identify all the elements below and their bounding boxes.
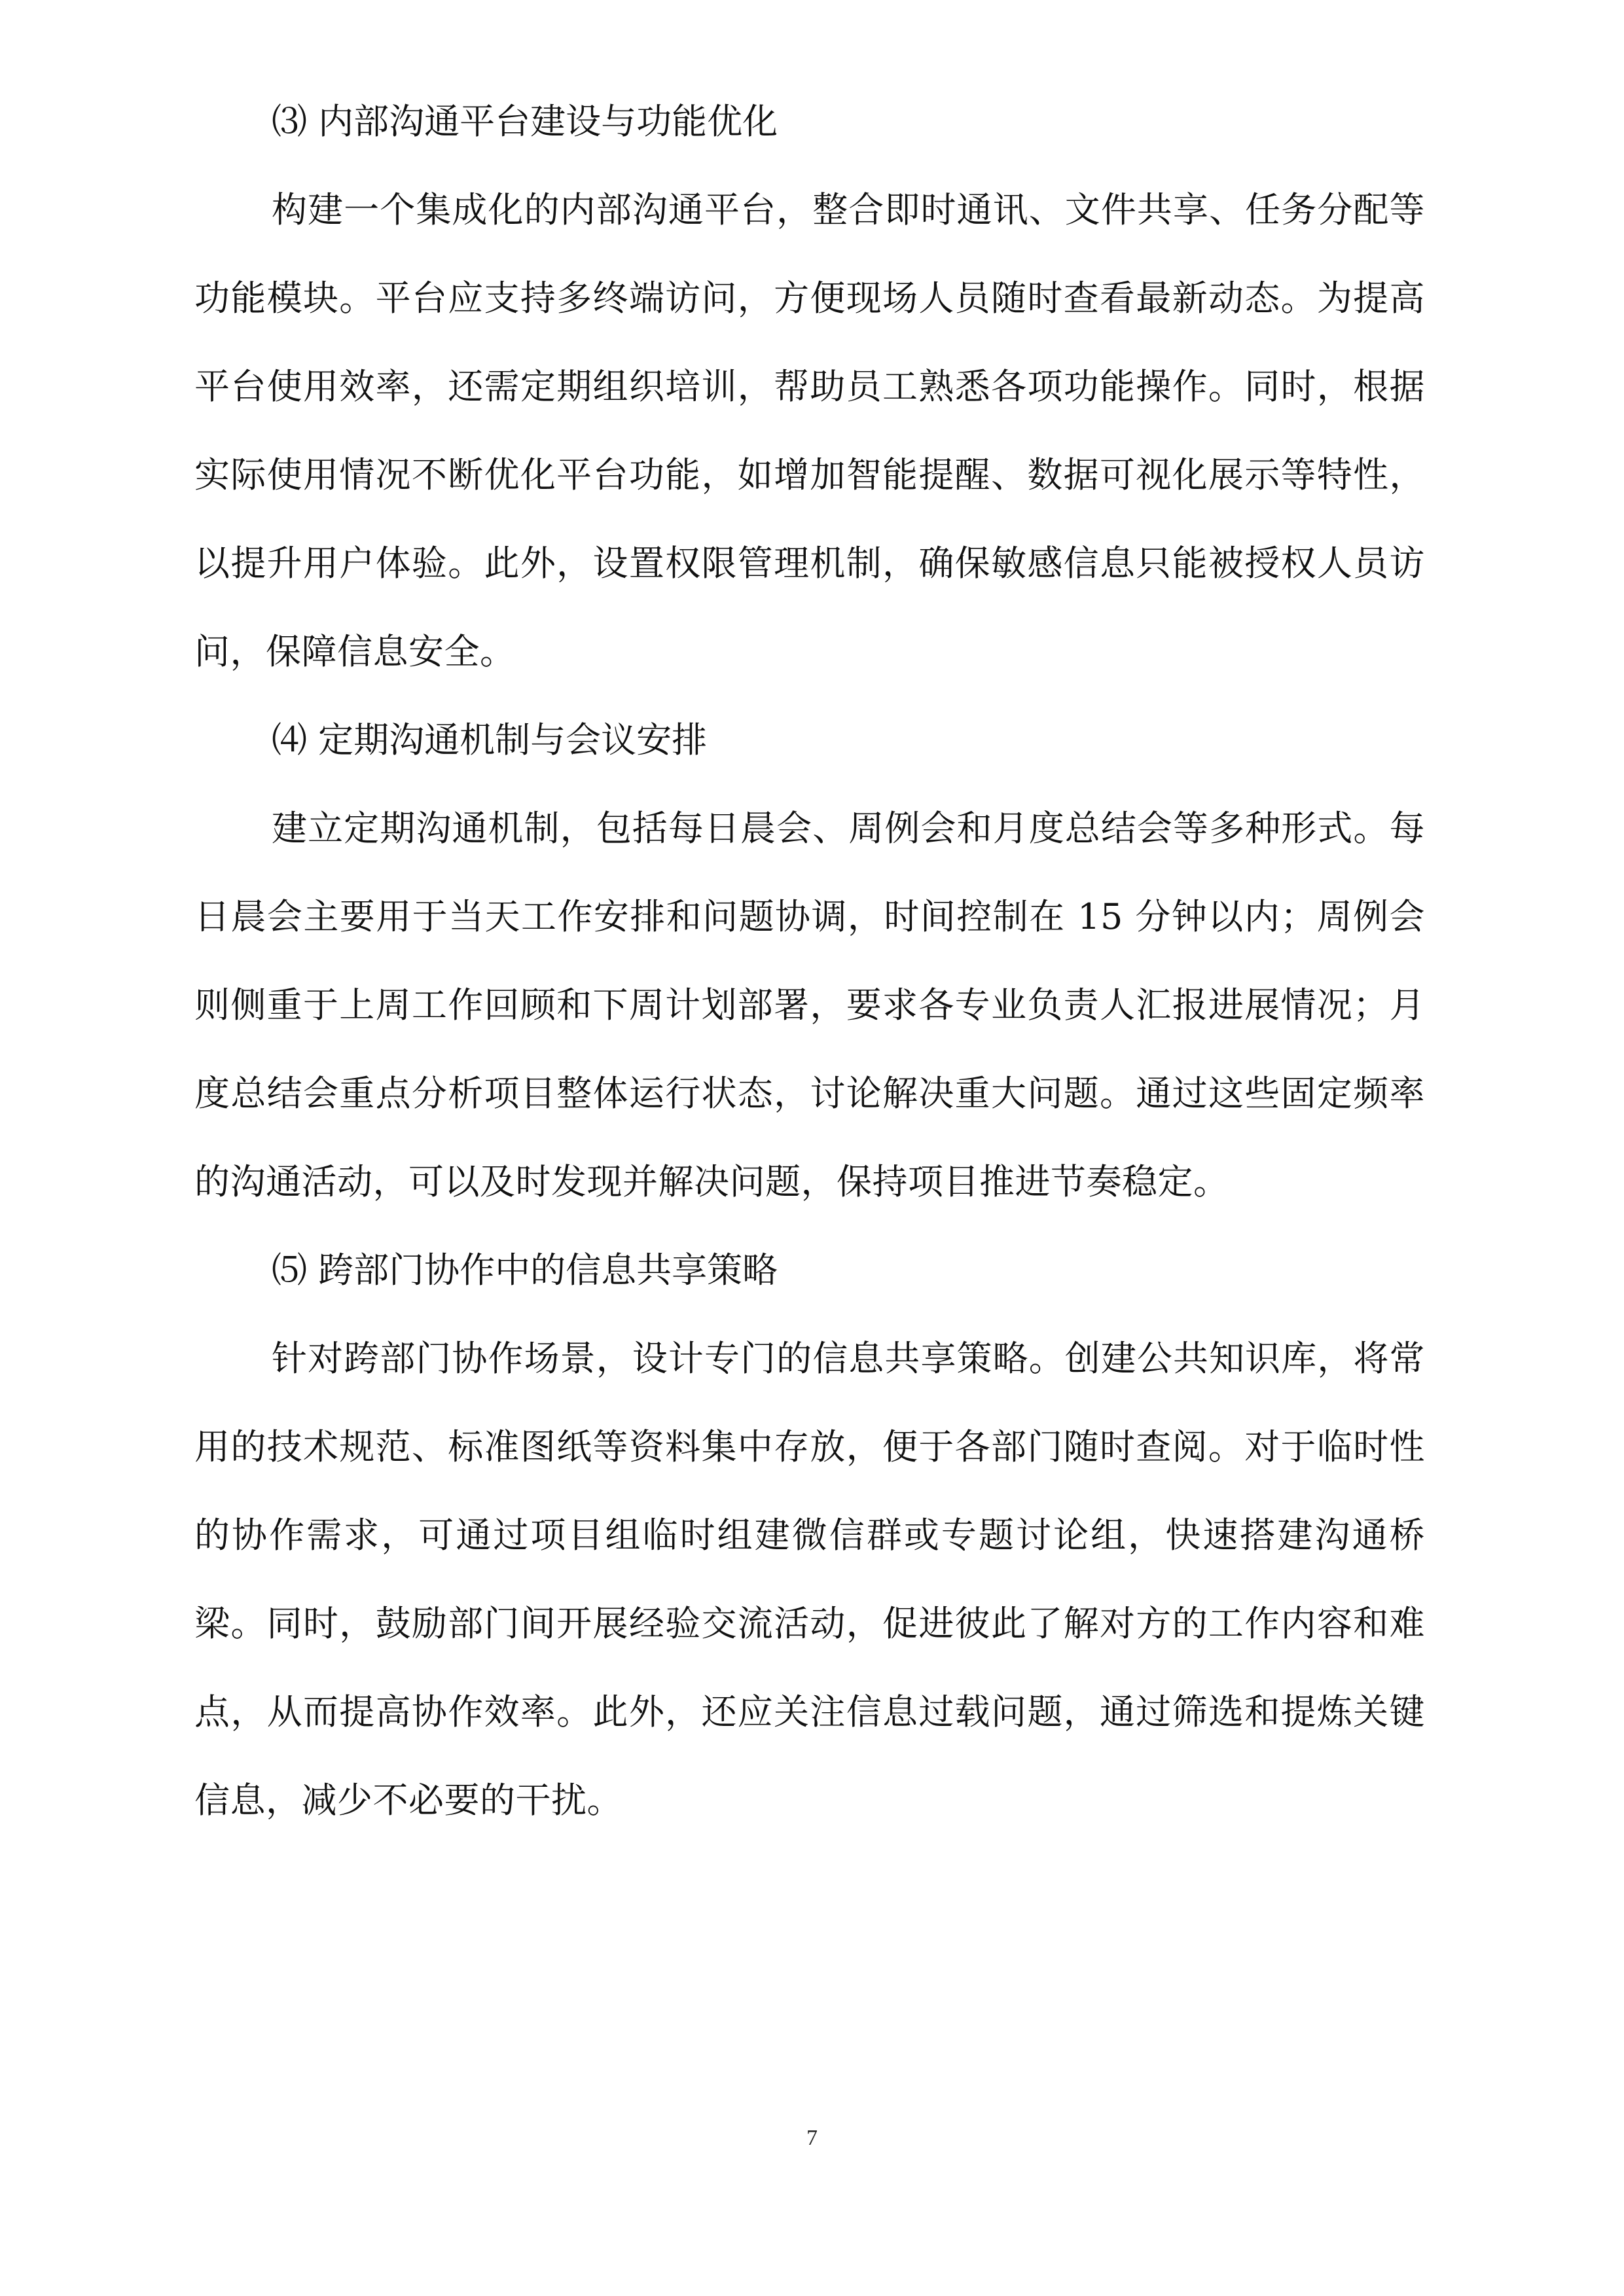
section-5-paragraph: 针对跨部门协作场景，设计专门的信息共享策略。创建公共知识库，将常用的技术规范、标准图纸等资料集中存放，便于各部门随时查阅。对于临时性的协作需求，可通过项目组临时组建微信群或专题讨论组，快速搭建沟通桥梁。同时，鼓励部门间开展经验交流活动，促进彼此了解对方的工作内容和难点，从而提高协作效率。此外，还应关注信息过载问题，通过筛选和提炼关键信息，减少不必要的干扰。: [194, 1338, 1425, 1821]
section-3-paragraph: 构建一个集成化的内部沟通平台，整合即时通讯、文件共享、任务分配等功能模块。平台应支持多终端访问，方便现场人员随时查看最新动态。为提高平台使用效率，还需定期组织培训，帮助员工熟悉各项功能操作。同时，根据实际使用情况不断优化平台功能，如增加智能提醒、数据可视化展示等特性，以提升用户体验。此外，设置权限管理机制，确保敏感信息只能被授权人员访问，保障信息安全。: [194, 189, 1425, 672]
section-4-heading: ⑷ 定期沟通机制与会议安排: [272, 719, 708, 761]
section-4-paragraph: 建立定期沟通机制，包括每日晨会、周例会和月度总结会等多种形式。每日晨会主要用于当天工作安排和问题协调，时间控制在 15 分钟以内；周例会则侧重于上周工作回顾和下周计划部署，要求各专业负责人汇报进展情况；月度总结会重点分析项目整体运行状态，讨论解决重大问题。通过这些固定频率的沟通活动，可以及时发现并解决问题，保持项目推进节奏稳定。: [194, 808, 1425, 1202]
document-body: [194, 77, 1425, 1844]
page-number: 7: [806, 2126, 818, 2150]
section-5-heading: ⑸ 跨部门协作中的信息共享策略: [272, 1249, 778, 1291]
section-3-heading: ⑶ 内部沟通平台建设与功能优化: [272, 101, 778, 142]
